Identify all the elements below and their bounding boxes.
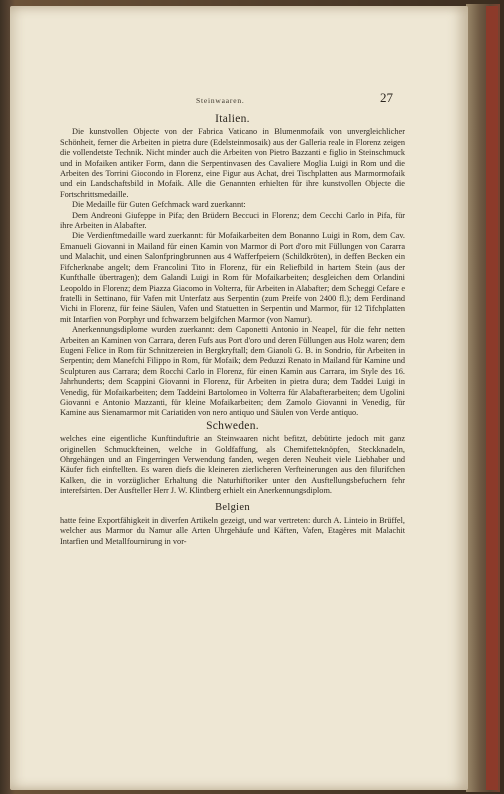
paragraph-italien-1: Die kunstvollen Objecte von der Fabrica Vaticano in Blumenmofaik von unvergleichlicher Schönheit, ferner die Arbeiten in pietra dure (Edelsteinmosaik) aus der Galleria reale in Florenz zeigen die vollendetste Technik. Nicht minder auch die Arbeiten von Pietro Bazzanti e figlio in Steinschmuck und in Mofaiken antiker Form, dann die Serpentinvasen des Cavaliere Moglia Luigi in Rom und die Arbeiten des Torrini Giocondo in Florenz, eine Figur aus Achat, drei Tischplatten aus Marmormofaik und ein Landschaftsbild in Mofaik. Alle die Genannten erhielten für ihre kunstvollen Objecte die Fortschrittsmedaille.	[60, 127, 405, 199]
heading-italien: Italien.	[215, 113, 250, 125]
page-number: 27	[380, 90, 393, 105]
paragraph-italien-4: Die Verdienftmedaille ward zuerkannt: für Mofaikarbeiten dem Bonanno Luigi in Rom, dem Cav. Emanueli Giovanni in Mailand für einen Kamin von Marmor di Port d'oro mit Füllungen von Cararra und Malachit, und einen Salonfpringbrunnen aus 4 Wafferfpeiern (Schildkröten), in deffen Becken ein Fifcherknabe angelt; dem Francolini Tito in Florenz, für ein Reliefbild in hartem Stein (aus der Kunfthalle übertragen); dem Galandi Luigi in Rom für Mofaikarbeiten; desgleichen dem Orlandini Leopoldo in Florenz; dem Piazza Giacomo in Volterra, für Arbeiten in Alabafter; dem Scheggi Cefare e fratelli in Settinano, für Vafen mit Unterfatz aus Serpentin (zum Preife von 2400 fl.); dem Ferdinand Vichi in Florenz, für feine Säulen, Vafen und Statuetten in Serpentin und Marmor, für 12 Tifchplatten mit Intarfien von Porphyr und fchwarzem belgifchen Marmor (von Namur).	[60, 231, 405, 324]
paragraph-italien-3: Dem Andreoni Giufeppe in Pifa; den Brüdern Beccuci in Florenz; dem Cecchi Carlo in Pifa, für ihre Arbeiten in Alabafter.	[60, 210, 405, 231]
page-body	[60, 112, 405, 547]
heading-schweden: Schweden.	[206, 419, 259, 432]
running-head	[60, 88, 405, 108]
book-cover-edge	[486, 6, 498, 790]
paragraph-italien-5: Anerkennungsdiplome wurden zuerkannt: dem Caponetti Antonio in Neapel, für die fehr netten Arbeiten an Kaminen von Carrara, deren Fufs aus Port d'oro und deren Füllungen aus Holz waren; dem Eugeni Felice in Rom für Schnitzereien in Bergkryftall; dem Gianoli G. B. in Sondrio, für Arbeiten in Serpentin; dem Manefchi Filippo in Rom, für Mofaik; dem Peduzzi Renato in Mailand für Kamine und Sculpturen aus Carrara; dem Rocchi Carlo in Florenz, für einen Kamin aus Carrara, im Style des 16. Jahrhunderts; dem Scappini Giovanni in Florenz, für Arbeiten in pietra dura; dem Taddei Luigi in Venedig, für Mofaikarbeiten; dem Taddeini Bartolomeo in Volterra für Alabafterarbeiten; dem Ugolini Giovanni e Antonio Mazzanti, für kleine Mofaikarbeiten; dem Zamolo Giovanni in Venedig, für Kamine aus Sienamarmor mit Cariatiden von nero antiquo und Säulen von Verde antiquo.	[60, 325, 405, 418]
running-title: Steinwaaren.	[196, 96, 245, 105]
paragraph-schweden-1: welches eine eigentliche Kunftinduftrie an Steinwaaren nicht befitzt, debütirte jedoch mit ganz originellen Schmuckfteinen, welche in Goldfaffung, als Chemifetteknöpfen, Steckknadeln, Ohrgehängen und an Fingerringen Verwendung fanden, wegen deren Neuheit viele Liebhaber und Käufer fich einftellten. Es waren diefs die kleineren zierlicheren Verfteinerungen aus den filurifchen Kalken, die in vorzüglicher Erhaltung die Naturhiftoriker unter den Ausftellungsbefuchern fehr interefsirten. Der Ausfteller Herr J. W. Klintberg erhielt ein Anerkennungsdiplom.	[60, 434, 405, 496]
heading-belgien: Belgien	[215, 501, 250, 513]
paragraph-italien-2: Die Medaille für Guten Gefchmack ward zuerkannt:	[72, 200, 246, 210]
paragraph-belgien-1: hatte feine Exportfähigkeit in diverfen Artikeln gezeigt, und war vertreten: durch A. Linteio in Brüffel, welcher aus Marmor du Namur alle Arten Uhrgehäufe und Käften, Vafen, Etagères mit Malachit Intarfien und Metallfournirung in vor-	[60, 516, 405, 546]
